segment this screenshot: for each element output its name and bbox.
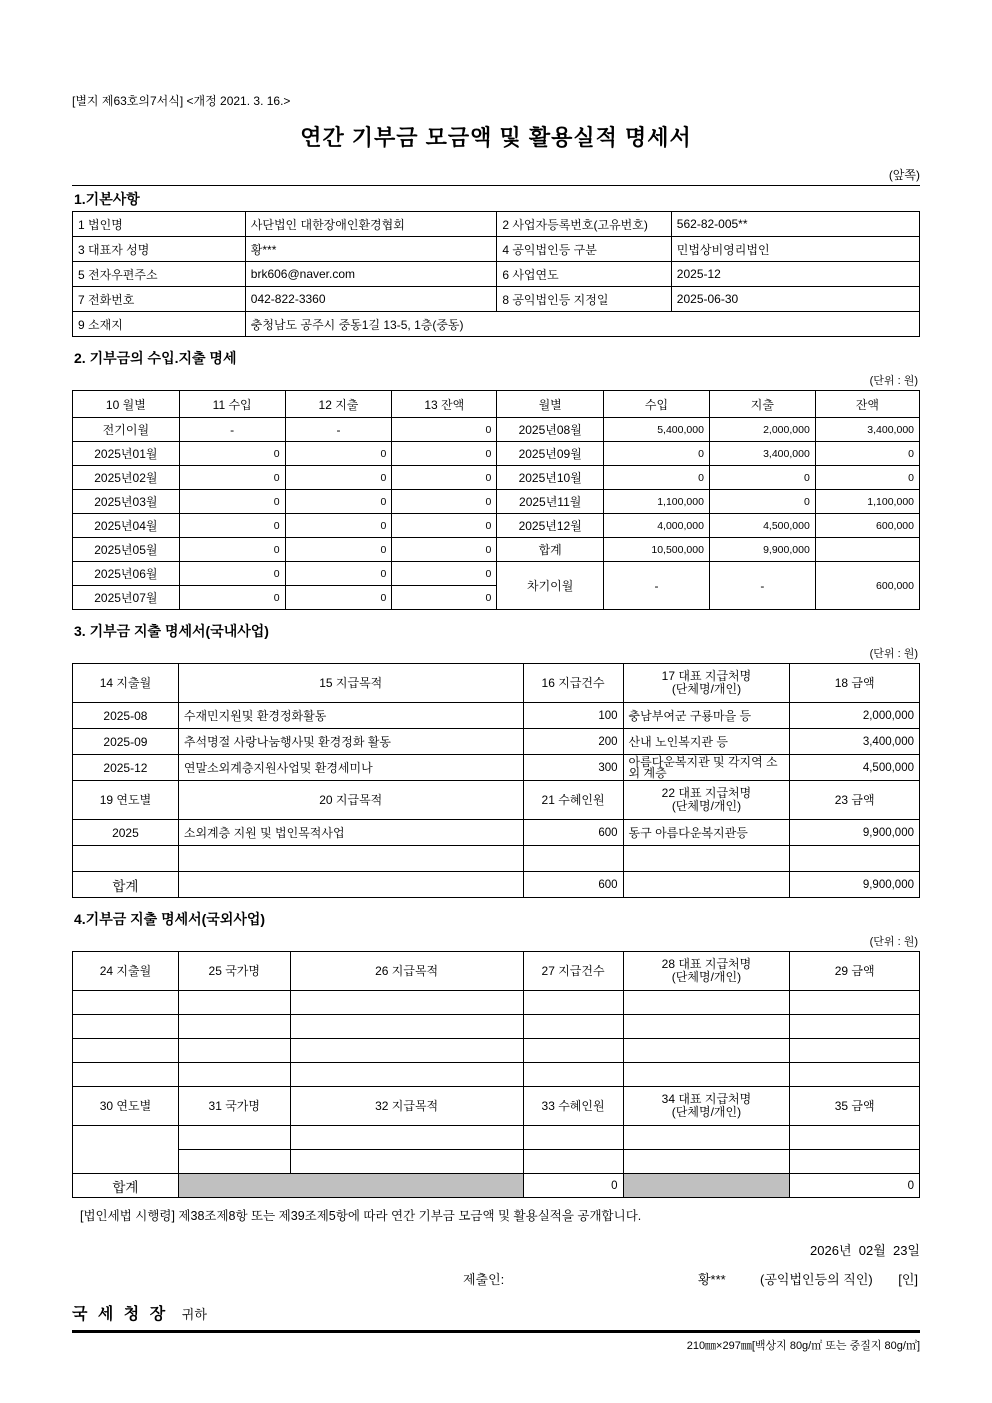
- table-row: [73, 755, 920, 781]
- month-cell: 전기이월: [73, 418, 180, 442]
- table-row: [73, 1015, 920, 1039]
- value-cell: 0: [815, 442, 919, 466]
- field-label: 3 대표자 성명: [73, 237, 246, 262]
- total-row: [73, 1174, 920, 1198]
- value-cell: 0: [604, 442, 710, 466]
- month-cell: 2025년02월: [73, 466, 180, 490]
- count-cell: 600: [523, 820, 623, 846]
- col-header: 20 지급목적: [178, 781, 523, 820]
- table-row: [73, 418, 920, 442]
- payee-cell: 아름다운복지관 및 각지역 소외 계층: [623, 755, 790, 781]
- empty-cell: [790, 991, 920, 1015]
- col-header: 32 지급목적: [290, 1087, 523, 1126]
- month-cell: 2025년01월: [73, 442, 180, 466]
- empty-cell: [523, 1126, 623, 1150]
- table-row: [73, 991, 920, 1015]
- count-cell: 200: [523, 729, 623, 755]
- month-cell: 2025년11월: [497, 490, 604, 514]
- amount-cell: 9,900,000: [790, 820, 920, 846]
- col-header: 33 수혜인원: [523, 1087, 623, 1126]
- table-header-row: [73, 664, 920, 703]
- col-header: 14 지출월: [73, 664, 179, 703]
- table-header-row: [73, 391, 920, 418]
- col-header: 19 연도별: [73, 781, 179, 820]
- table-row: [73, 703, 920, 729]
- col-header: 35 금액: [790, 1087, 920, 1126]
- value-cell: 0: [285, 442, 392, 466]
- declaration-text: [법인세법 시행령] 제38조제8항 또는 제39조제5항에 따라 연간 기부금 모금액 및 활용실적을 공개합니다.: [80, 1209, 642, 1223]
- value-cell: 0: [179, 586, 285, 610]
- purpose-cell: 연말소외계층지원사업및 환경세미나: [178, 755, 523, 781]
- col-header: 10 월별: [73, 391, 180, 418]
- empty-cell: [523, 1063, 623, 1087]
- value-cell: 600,000: [815, 562, 919, 610]
- field-label: 2 사업자등록번호(고유번호): [497, 212, 671, 237]
- col-header: 27 지급건수: [523, 952, 623, 991]
- empty-cell: [290, 1015, 523, 1039]
- field-value: 042-822-3360: [245, 287, 497, 312]
- total-row: [73, 872, 920, 898]
- field-value: 2025-12: [671, 262, 919, 287]
- field-label: 8 공익법인등 지정일: [497, 287, 671, 312]
- empty-cell: [290, 1150, 523, 1174]
- table-row: [73, 729, 920, 755]
- value-cell: 0: [392, 442, 497, 466]
- month-cell: 2025년10월: [497, 466, 604, 490]
- empty-cell: [623, 1063, 790, 1087]
- section-inout-heading: 2. 기부금의 수입.지출 명세: [74, 350, 237, 366]
- value-cell: 0: [392, 466, 497, 490]
- field-value: 562-82-005**: [671, 212, 919, 237]
- value-cell: 0: [285, 538, 392, 562]
- col-header: 25 국가명: [178, 952, 290, 991]
- field-value: 황***: [245, 237, 497, 262]
- empty-cell: [790, 1126, 920, 1150]
- value-cell: 9,900,000: [709, 538, 815, 562]
- value-cell: -: [285, 418, 392, 442]
- table-row: [73, 820, 920, 846]
- value-cell: 5,400,000: [604, 418, 710, 442]
- empty-cell: [790, 1015, 920, 1039]
- table-row: [73, 466, 920, 490]
- amount-cell: 2,000,000: [790, 703, 920, 729]
- value-cell: 0: [392, 562, 497, 586]
- shaded-cell: [178, 1174, 523, 1198]
- table-row: [73, 312, 920, 337]
- col-header: 24 지출월: [73, 952, 179, 991]
- submitter-name: 황***: [698, 1272, 726, 1287]
- value-cell: 4,500,000: [709, 514, 815, 538]
- basic-info-table: [72, 211, 920, 337]
- col-header-subtext: (단체명/개인): [671, 1105, 742, 1119]
- value-cell: 2,000,000: [709, 418, 815, 442]
- table-row: [73, 237, 920, 262]
- month-cell: 2025년06월: [73, 562, 180, 586]
- value-cell: -: [604, 562, 710, 610]
- table-header-row: [73, 1087, 920, 1126]
- submitter-label: 제출인:: [463, 1272, 505, 1287]
- document-title: 연간 기부금 모금액 및 활용실적 명세서: [300, 125, 692, 150]
- total-amount: 0: [790, 1174, 920, 1198]
- empty-cell: [523, 991, 623, 1015]
- section-domestic-heading: 3. 기부금 지출 명세서(국내사업): [74, 623, 269, 639]
- col-header: 잔액: [815, 391, 919, 418]
- col-header: 12 지출: [285, 391, 392, 418]
- month-cell: 2025년08월: [497, 418, 604, 442]
- month-cell: 2025-09: [73, 729, 179, 755]
- value-cell: 0: [179, 562, 285, 586]
- recipient-line: [72, 1301, 920, 1324]
- value-cell: 0: [392, 418, 497, 442]
- empty-cell: [623, 1126, 790, 1150]
- table-header-row: [73, 952, 920, 991]
- table-row: [73, 846, 920, 872]
- col-header: 월별: [497, 391, 604, 418]
- empty-cell: [290, 991, 523, 1015]
- table-row: [73, 442, 920, 466]
- col-header: 31 국가명: [178, 1087, 290, 1126]
- field-value: 민법상비영리법인: [671, 237, 919, 262]
- empty-cell: [178, 846, 523, 872]
- table-row: [73, 562, 920, 586]
- value-cell: 600,000: [815, 514, 919, 538]
- field-value: 사단법인 대한장애인환경협회: [245, 212, 497, 237]
- value-cell: 0: [709, 466, 815, 490]
- purpose-cell: 추석명절 사랑나눔행사및 환경정화 활동: [178, 729, 523, 755]
- empty-cell: [790, 1150, 920, 1174]
- seal-note: (공익법인등의 직인): [760, 1272, 873, 1287]
- value-cell: 3,400,000: [709, 442, 815, 466]
- unit-label: (단위 : 원): [869, 375, 918, 387]
- table-row: [73, 1039, 920, 1063]
- field-label: 9 소재지: [73, 312, 246, 337]
- empty-cell: [178, 872, 523, 898]
- value-cell: 0: [179, 442, 285, 466]
- empty-cell: [623, 991, 790, 1015]
- empty-cell: [623, 1150, 790, 1174]
- count-cell: 300: [523, 755, 623, 781]
- empty-cell: [523, 1015, 623, 1039]
- payee-cell: 충남부여군 구룡마을 등: [623, 703, 790, 729]
- total-count: 600: [523, 872, 623, 898]
- col-header: 지출: [709, 391, 815, 418]
- submitter-line: [72, 1269, 920, 1289]
- field-label: 6 사업연도: [497, 262, 671, 287]
- col-header: 30 연도별: [73, 1087, 179, 1126]
- unit-label: (단위 : 원): [869, 648, 918, 660]
- empty-cell: [623, 846, 790, 872]
- total-label: 합계: [73, 1174, 179, 1198]
- month-cell: 2025년05월: [73, 538, 180, 562]
- empty-cell: [790, 1063, 920, 1087]
- table-row: [73, 538, 920, 562]
- empty-cell: [73, 991, 179, 1015]
- empty-cell: [523, 846, 623, 872]
- col-header: 28 대표 지급처명 (단체명/개인): [623, 952, 790, 991]
- month-cell: 2025년04월: [73, 514, 180, 538]
- empty-cell: [73, 1039, 179, 1063]
- value-cell: 4,000,000: [604, 514, 710, 538]
- section-overseas-heading: 4.기부금 지출 명세서(국외사업): [74, 911, 266, 927]
- total-amount: 9,900,000: [790, 872, 920, 898]
- value-cell: 0: [285, 586, 392, 610]
- value-cell: 10,500,000: [604, 538, 710, 562]
- col-header: 29 금액: [790, 952, 920, 991]
- value-cell: -: [709, 562, 815, 610]
- value-cell: 0: [392, 490, 497, 514]
- value-cell: 0: [815, 466, 919, 490]
- col-header: 21 수혜인원: [523, 781, 623, 820]
- col-header: 11 수입: [179, 391, 285, 418]
- total-label: 합계: [73, 872, 179, 898]
- print-spec: 210㎜×297㎜[백상지 80g/㎡ 또는 중질지 80g/㎡]: [686, 1340, 920, 1352]
- empty-cell: [73, 846, 179, 872]
- value-cell: 0: [179, 514, 285, 538]
- value-cell: 0: [285, 514, 392, 538]
- table-row: [73, 212, 920, 237]
- month-cell: 2025년03월: [73, 490, 180, 514]
- col-header: 16 지급건수: [523, 664, 623, 703]
- payee-cell: 산내 노인복지관 등: [623, 729, 790, 755]
- month-cell: 2025년12월: [497, 514, 604, 538]
- empty-cell: [290, 1126, 523, 1150]
- value-cell: 0: [179, 466, 285, 490]
- empty-cell: [178, 1063, 290, 1087]
- count-cell: 100: [523, 703, 623, 729]
- value-cell: 3,400,000: [815, 418, 919, 442]
- payee-cell: 동구 아름다운복지관등: [623, 820, 790, 846]
- empty-cell: [290, 1039, 523, 1063]
- col-header: 17 대표 지급처명 (단체명/개인): [623, 664, 790, 703]
- value-cell: 0: [392, 514, 497, 538]
- col-header: 15 지급목적: [178, 664, 523, 703]
- total-row-label: 합계: [497, 538, 604, 562]
- table-row: [73, 490, 920, 514]
- empty-cell: [178, 1039, 290, 1063]
- empty-cell: [178, 1150, 290, 1174]
- seal-mark: [인]: [898, 1272, 918, 1287]
- domestic-spend-table: [72, 663, 920, 898]
- empty-cell: [523, 1039, 623, 1063]
- field-label: 1 법인명: [73, 212, 246, 237]
- col-header: 수입: [604, 391, 710, 418]
- empty-cell: [178, 1015, 290, 1039]
- field-value: 충청남도 공주시 중동1길 13-5, 1층(중동): [245, 312, 919, 337]
- value-cell: 0: [604, 466, 710, 490]
- amount-cell: 3,400,000: [790, 729, 920, 755]
- value-cell: 0: [179, 490, 285, 514]
- purpose-cell: 수재민지원및 환경정화활동: [178, 703, 523, 729]
- col-header-subtext: (단체명/개인): [671, 799, 742, 813]
- empty-cell: [815, 538, 919, 562]
- col-header: 26 지급목적: [290, 952, 523, 991]
- table-row: [73, 514, 920, 538]
- col-header: 18 금액: [790, 664, 920, 703]
- col-header-subtext: (단체명/개인): [671, 970, 742, 984]
- empty-cell: [790, 846, 920, 872]
- year-cell: 2025: [73, 820, 179, 846]
- page-side-label: (앞쪽): [888, 168, 920, 182]
- table-row: [73, 1063, 920, 1087]
- value-cell: 0: [285, 466, 392, 490]
- overseas-spend-table: [72, 951, 920, 1198]
- empty-cell: [790, 1039, 920, 1063]
- value-cell: 0: [392, 538, 497, 562]
- recipient: 국 세 청 장: [72, 1306, 169, 1323]
- unit-label: (단위 : 원): [869, 936, 918, 948]
- total-count: 0: [523, 1174, 623, 1198]
- amount-cell: 4,500,000: [790, 755, 920, 781]
- value-cell: 0: [285, 562, 392, 586]
- table-row: [73, 262, 920, 287]
- field-label: 5 전자우편주소: [73, 262, 246, 287]
- purpose-cell: 소외계층 지원 및 법인목적사업: [178, 820, 523, 846]
- col-header: 13 잔액: [392, 391, 497, 418]
- monthly-inout-table: [72, 390, 920, 610]
- month-cell: 2025-08: [73, 703, 179, 729]
- carryover-label: 차기이월: [497, 562, 604, 610]
- shaded-cell: [623, 1174, 790, 1198]
- table-row: [73, 287, 920, 312]
- value-cell: -: [179, 418, 285, 442]
- value-cell: 0: [709, 490, 815, 514]
- form-reference: [별지 제63호의7서식] <개정 2021. 3. 16.>: [72, 94, 291, 108]
- footer-divider: [72, 1330, 920, 1333]
- recipient-suffix: 귀하: [181, 1307, 207, 1322]
- value-cell: 1,100,000: [604, 490, 710, 514]
- section-basic-heading: 1.기본사항: [74, 191, 140, 207]
- field-label: 4 공익법인등 구분: [497, 237, 671, 262]
- empty-cell: [623, 1015, 790, 1039]
- col-header: 22 대표 지급처명 (단체명/개인): [623, 781, 790, 820]
- empty-cell: [178, 991, 290, 1015]
- empty-cell: [290, 1063, 523, 1087]
- field-value: 2025-06-30: [671, 287, 919, 312]
- empty-cell: [623, 872, 790, 898]
- empty-cell: [73, 1063, 179, 1087]
- empty-cell: [178, 1126, 290, 1150]
- value-cell: 0: [392, 586, 497, 610]
- month-cell: 2025-12: [73, 755, 179, 781]
- value-cell: 1,100,000: [815, 490, 919, 514]
- col-header: 34 대표 지급처명 (단체명/개인): [623, 1087, 790, 1126]
- table-row: [73, 1126, 920, 1150]
- empty-cell: [623, 1039, 790, 1063]
- col-header: 23 금액: [790, 781, 920, 820]
- field-label: 7 전화번호: [73, 287, 246, 312]
- value-cell: 0: [179, 538, 285, 562]
- col-header-subtext: (단체명/개인): [671, 682, 742, 696]
- submission-date: 2026년 02월 23일: [810, 1243, 920, 1258]
- month-cell: 2025년07월: [73, 586, 180, 610]
- empty-cell: [523, 1150, 623, 1174]
- value-cell: 0: [285, 490, 392, 514]
- empty-cell: [73, 1015, 179, 1039]
- month-cell: 2025년09월: [497, 442, 604, 466]
- field-value: brk606@naver.com: [245, 262, 497, 287]
- table-row: [73, 1150, 920, 1174]
- empty-cell: [73, 1126, 179, 1174]
- table-header-row: [73, 781, 920, 820]
